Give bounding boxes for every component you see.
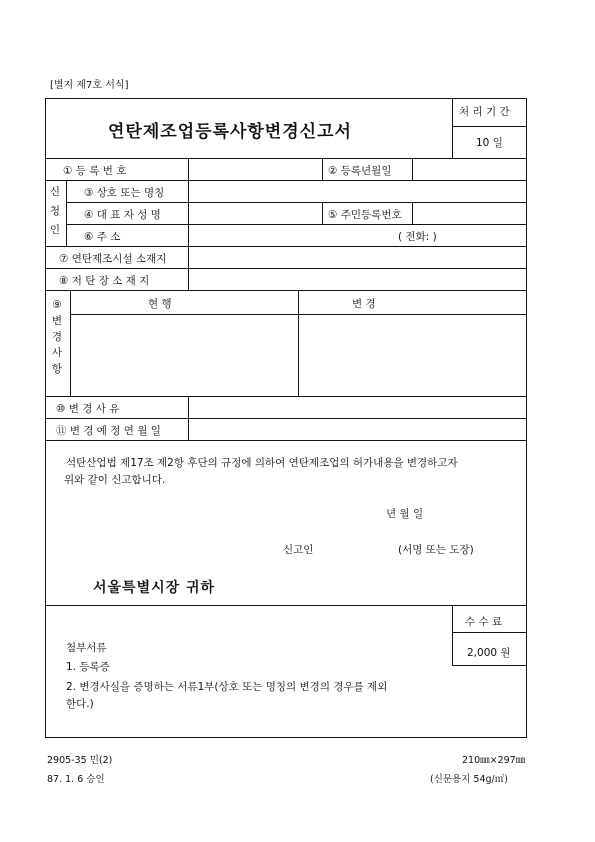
date-line: 년 월 일 (386, 508, 424, 520)
representative-name-label: ④ 대 표 자 성 명 (84, 209, 161, 221)
divider (412, 202, 413, 224)
divider (45, 290, 527, 291)
form-code: 2905-35 민(2) (47, 755, 113, 766)
resident-no-label: ⑤ 주민등록번호 (328, 209, 402, 221)
address-label: ⑥ 주 소 (84, 231, 121, 243)
attachments-header: 첨부서류 (66, 642, 107, 654)
applicant-label: 신 청 인 (49, 186, 61, 236)
divider (66, 202, 527, 203)
divider (66, 224, 527, 225)
change-items-label: ⑨ 변 경 사 항 (51, 299, 63, 375)
divider (452, 605, 453, 665)
factory-address-label: ⑦ 연탄제조시설 소재지 (59, 253, 167, 265)
approval-date: 87. 1. 6 승인 (47, 774, 105, 785)
divider (70, 290, 71, 396)
storage-address-label: ⑧ 저 탄 장 소 재 지 (59, 275, 150, 287)
reg-date-label: ② 등록년월일 (328, 165, 392, 177)
phone-field: ( 전화: ) (398, 231, 437, 243)
planned-date-label: ⑪ 변 경 예 정 연 월 일 (56, 425, 161, 437)
statement-line-2: 위와 같이 신고합니다. (64, 474, 166, 486)
divider (45, 418, 527, 419)
changed-column-header: 변 경 (352, 298, 376, 310)
divider (45, 396, 527, 397)
processing-period-label: 처 리 기 간 (459, 106, 510, 118)
divider (322, 158, 323, 180)
divider (452, 632, 527, 633)
reporter-label: 신고인 (283, 544, 314, 556)
attachment-item: 2. 변경사실을 증명하는 서류1부(상호 또는 명칭의 변경의 경우를 제외 (66, 681, 388, 693)
divider (45, 246, 527, 247)
addressee: 서울특별시장 귀하 (93, 580, 216, 596)
divider (452, 665, 527, 666)
divider (412, 158, 413, 180)
divider (452, 98, 453, 158)
fee-label: 수 수 료 (465, 616, 503, 628)
attachment-item: 한다.) (66, 698, 94, 710)
current-column-header: 현 행 (148, 298, 172, 310)
processing-period-value: 10 일 (476, 137, 503, 149)
statement-line-1: 석탄산업법 제17조 제2항 후단의 규정에 의하여 연탄제조업의 허가내용을 변경하고자 (66, 457, 458, 469)
reg-no-label: ① 등 록 번 호 (63, 165, 127, 177)
divider (66, 180, 67, 246)
divider (45, 180, 527, 181)
divider (188, 396, 189, 440)
divider (45, 158, 527, 159)
divider (322, 202, 323, 224)
divider (188, 158, 189, 290)
paper-size: 210㎜×297㎜ (462, 755, 526, 766)
form-caption: [별지 제7호 서식] (50, 80, 129, 91)
signature-placeholder: (서명 또는 도장) (398, 544, 474, 556)
divider (45, 440, 527, 441)
divider (45, 268, 527, 269)
attachment-item: 1. 등록증 (66, 661, 110, 673)
company-name-label: ③ 상호 또는 명칭 (84, 187, 165, 199)
fee-value: 2,000 원 (467, 647, 511, 659)
divider (298, 290, 299, 396)
divider (452, 126, 527, 127)
divider (45, 605, 527, 606)
form-title: 연탄제조업등록사항변경신고서 (108, 122, 352, 142)
change-reason-label: ⑩ 변 경 사 유 (56, 403, 120, 415)
paper-type: (신문용지 54g/㎡) (430, 774, 508, 785)
